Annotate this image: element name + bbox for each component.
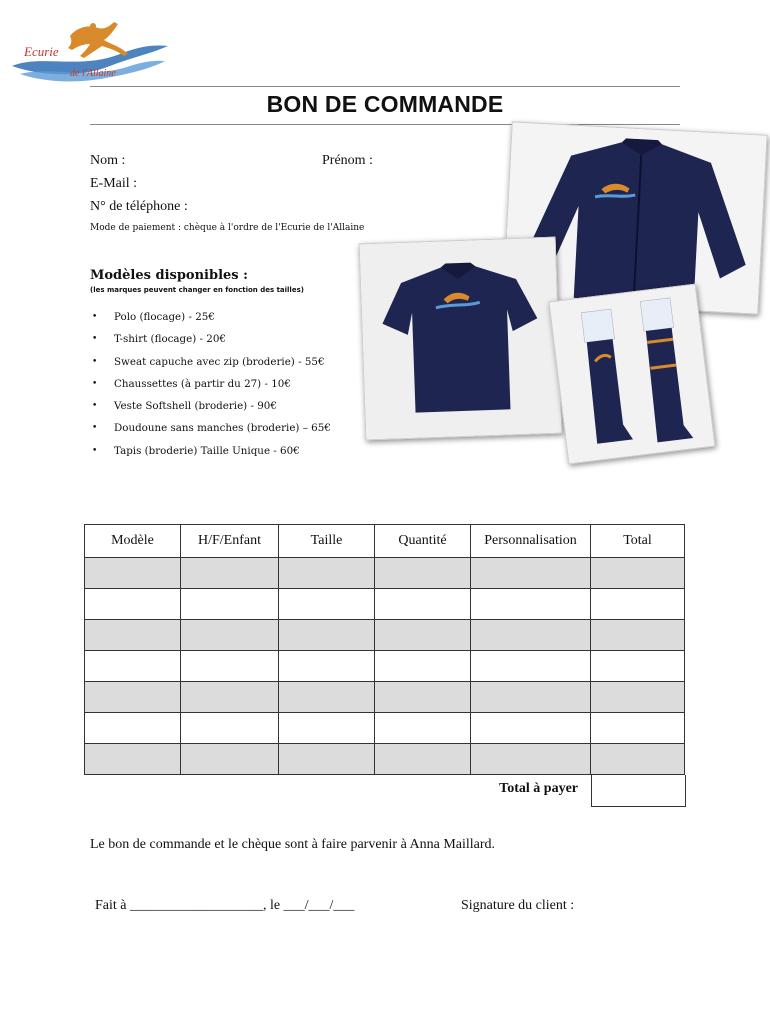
models-note: (les marques peuvent changer en fonction des tailles) xyxy=(90,286,304,294)
table-row xyxy=(85,620,685,651)
payment-mode: Mode de paiement : chèque à l'ordre de l'Ecurie de l'Allaine xyxy=(90,223,365,233)
table-row xyxy=(85,682,685,713)
prenom-label: Prénom : xyxy=(322,153,373,168)
models-title: Modèles disponibles : xyxy=(90,268,248,283)
nom-label: Nom : xyxy=(90,153,126,168)
table-row xyxy=(85,744,685,775)
total-label: Total à payer xyxy=(499,781,578,796)
logo-text-allaine: de l'Allaine xyxy=(70,68,116,79)
bullet-icon: • xyxy=(92,378,98,389)
table-row xyxy=(85,713,685,744)
list-item: • Polo (flocage) - 25€ xyxy=(90,306,331,328)
fait-a-line: Fait à ___________________, le ___/___/___ xyxy=(95,898,355,913)
list-item: • Veste Softshell (broderie) - 90€ xyxy=(90,395,331,417)
bullet-icon: • xyxy=(92,423,98,434)
polo-photo xyxy=(359,237,563,441)
col-hfenfant: H/F/Enfant xyxy=(181,525,279,558)
ecurie-logo xyxy=(10,14,170,84)
table-row xyxy=(85,589,685,620)
email-label: E-Mail : xyxy=(90,176,138,191)
list-item: • T-shirt (flocage) - 20€ xyxy=(90,328,331,350)
telephone-label: N° de téléphone : xyxy=(90,199,188,214)
socks-photo xyxy=(549,284,716,465)
col-total: Total xyxy=(591,525,685,558)
order-table xyxy=(84,524,685,775)
list-item: • Sweat capuche avec zip (broderie) - 55€ xyxy=(90,351,331,373)
list-item: • Tapis (broderie) Taille Unique - 60€ xyxy=(90,440,331,462)
table-row xyxy=(85,651,685,682)
col-quantite: Quantité xyxy=(375,525,471,558)
bullet-icon: • xyxy=(92,312,98,322)
footer-note: Le bon de commande et le chèque sont à faire parvenir à Anna Maillard. xyxy=(90,837,496,852)
bullet-icon: • xyxy=(92,401,98,412)
bullet-icon: • xyxy=(92,445,98,456)
list-item: • Chaussettes (à partir du 27) - 10€ xyxy=(90,373,331,395)
bullet-icon: • xyxy=(92,334,98,345)
bullet-icon: • xyxy=(92,356,98,367)
title-rule-top xyxy=(90,86,680,87)
table-row xyxy=(85,558,685,589)
page-title: BON DE COMMANDE xyxy=(266,91,504,117)
logo-text-ecurie: Ecurie xyxy=(24,44,59,59)
list-item: • Doudoune sans manches (broderie) – 65€ xyxy=(90,417,331,439)
total-amount-box[interactable] xyxy=(591,775,686,807)
col-taille: Taille xyxy=(279,525,375,558)
models-list xyxy=(90,306,331,462)
col-modele: Modèle xyxy=(85,525,181,558)
signature-label: Signature du client : xyxy=(461,898,575,913)
col-personnalisation: Personnalisation xyxy=(471,525,591,558)
table-header-row xyxy=(85,525,685,558)
